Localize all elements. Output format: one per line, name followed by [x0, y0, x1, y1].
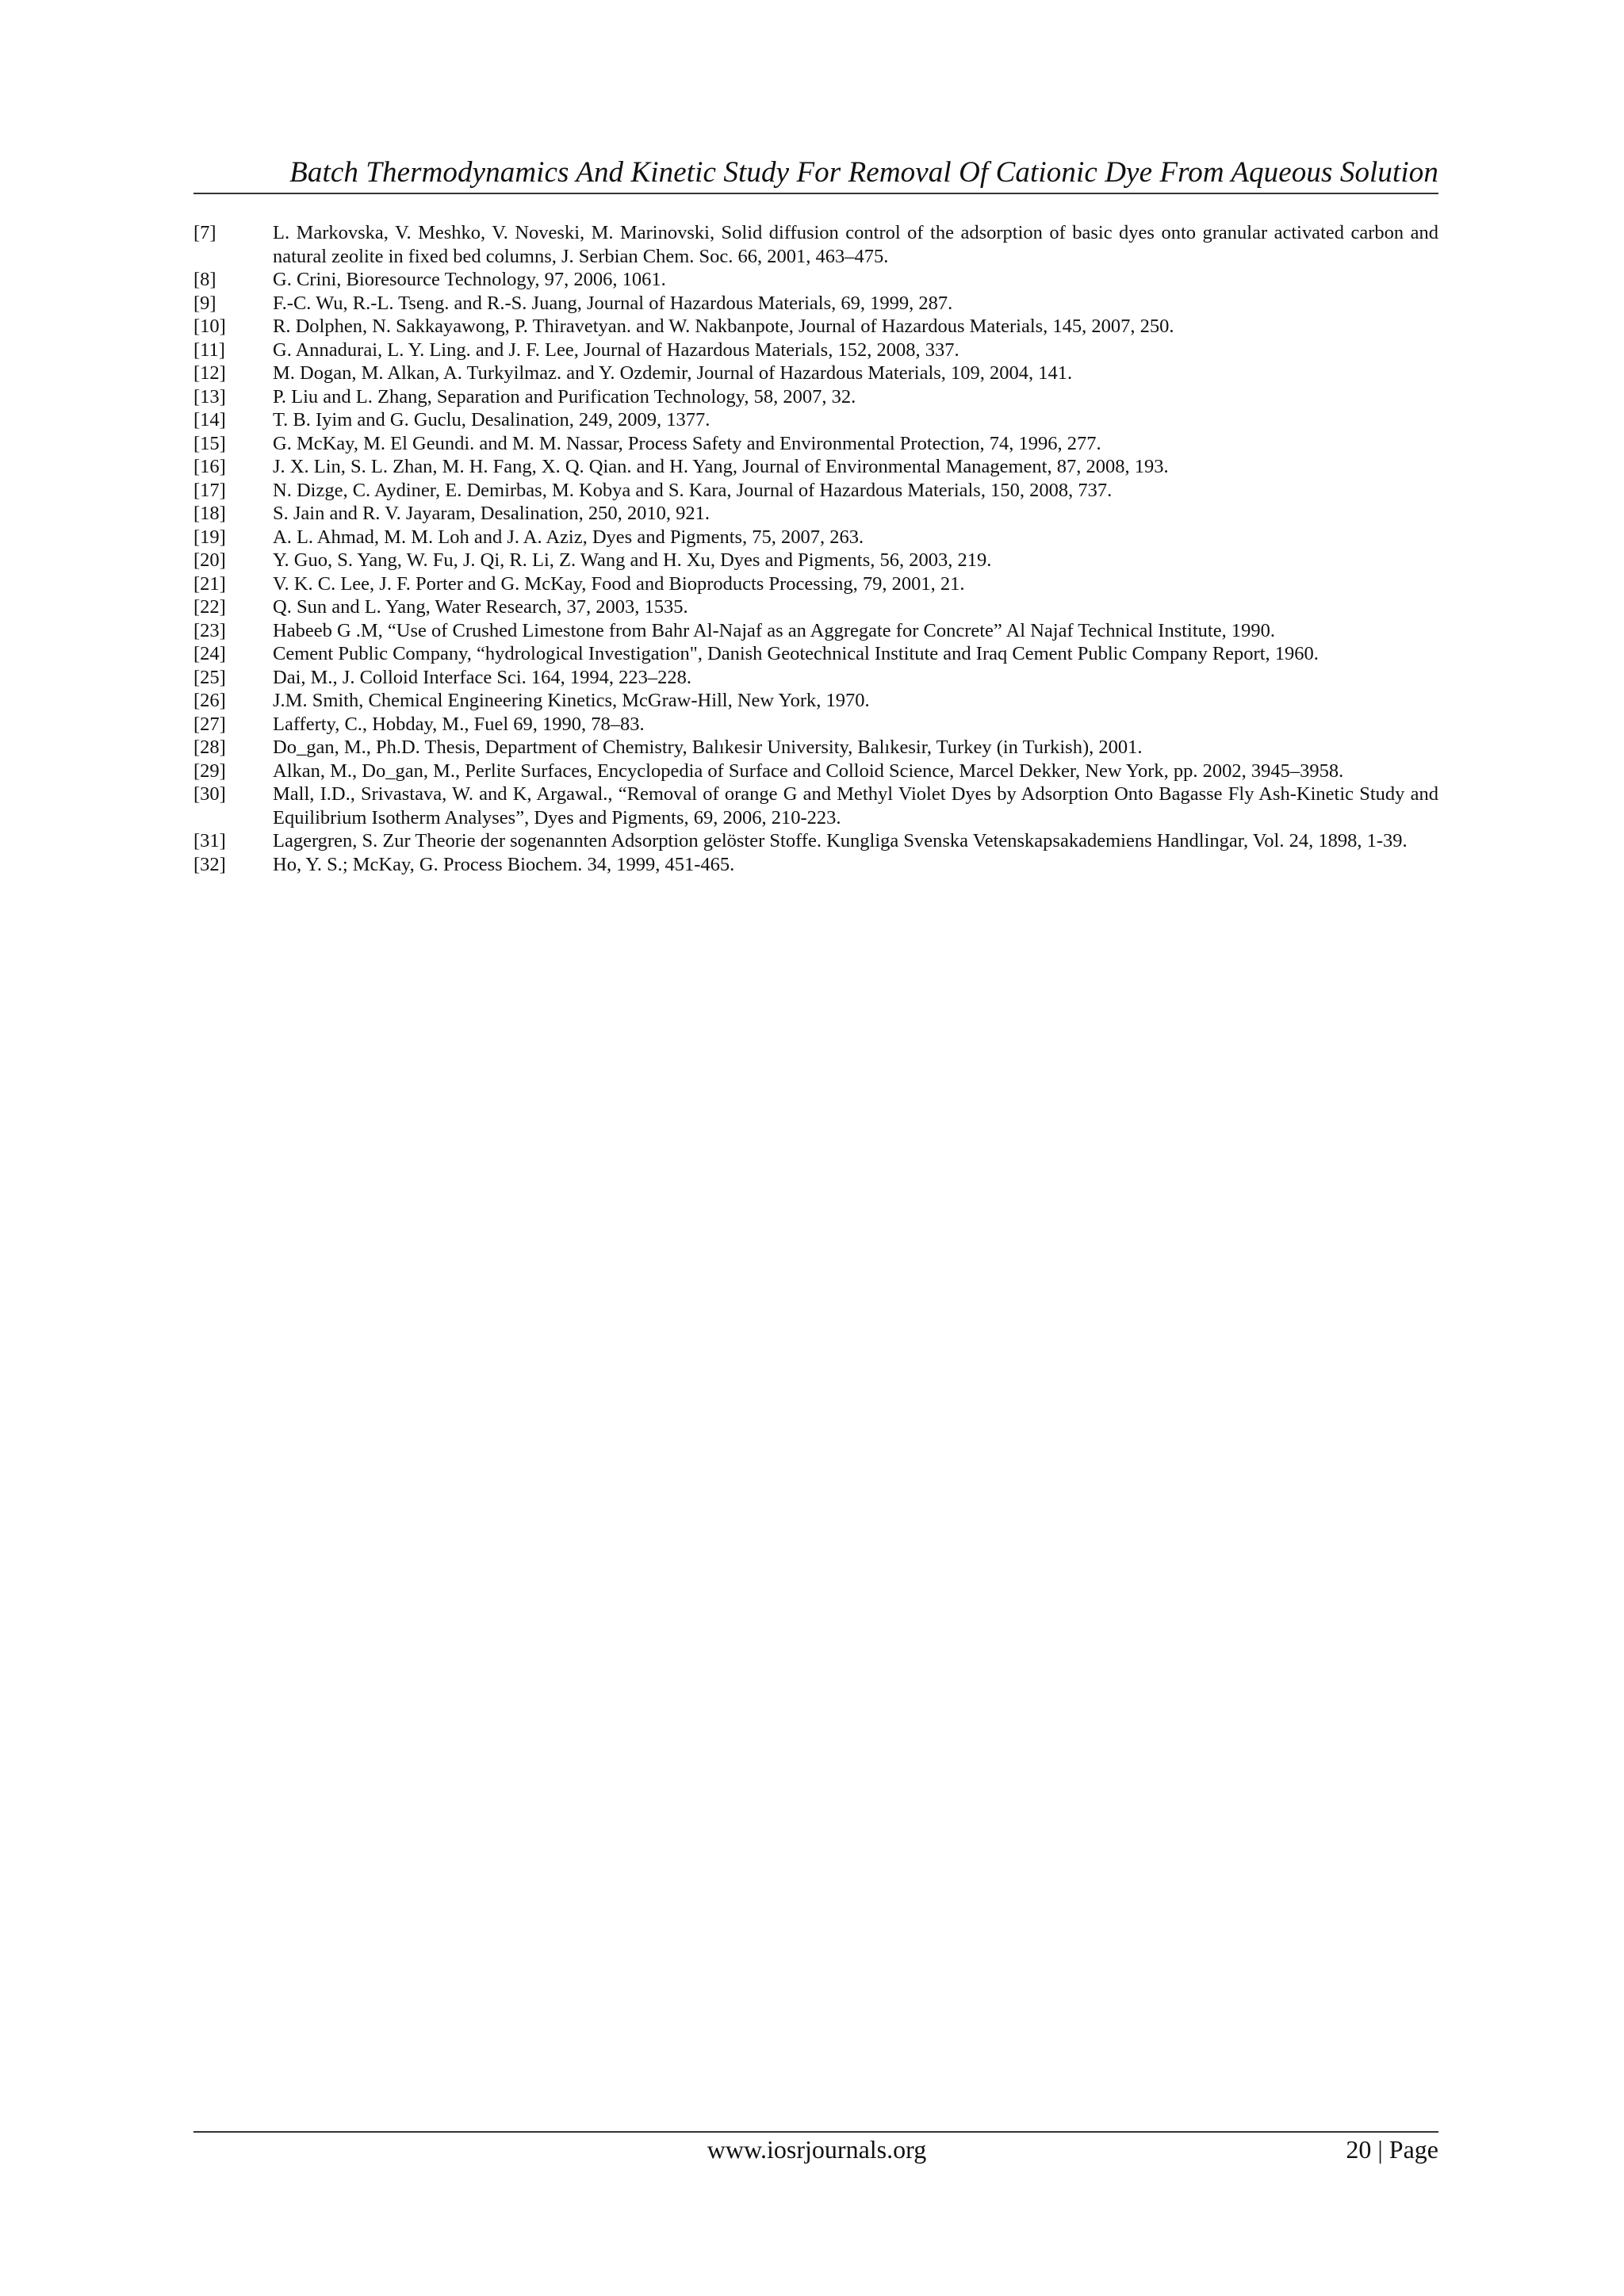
reference-item — [193, 268, 1438, 292]
reference-item — [193, 526, 1438, 549]
reference-text: V. K. C. Lee, J. F. Porter and G. McKay, Food and Bioproducts Processing, 79, 2001, 21. — [273, 572, 965, 595]
reference-text: G. McKay, M. El Geundi. and M. M. Nassar, Process Safety and Environmental Protection, 74, 1996, 277. — [273, 432, 1101, 454]
reference-item — [193, 853, 1438, 877]
reference-text: N. Dizge, C. Aydiner, E. Demirbas, M. Kobya and S. Kara, Journal of Hazardous Materials, 150, 2008, 737. — [273, 479, 1113, 501]
reference-number: [17] — [193, 479, 226, 501]
reference-item — [193, 666, 1438, 690]
reference-number: [9] — [193, 292, 216, 314]
reference-text: Q. Sun and L. Yang, Water Research, 37, 2003, 1535. — [273, 596, 688, 618]
reference-item — [193, 549, 1438, 572]
footer-page-number: 20 | Page — [1346, 2135, 1438, 2164]
reference-text: T. B. Iyim and G. Guclu, Desalination, 249, 2009, 1377. — [273, 409, 710, 430]
reference-text: Habeeb G .M, “Use of Crushed Limestone from Bahr Al-Najaf as an Aggregate for Concrete” Al Najaf Technical Institute, 1990. — [273, 619, 1275, 641]
reference-number: [7] — [193, 222, 216, 243]
reference-item — [193, 783, 1438, 829]
reference-item — [193, 502, 1438, 526]
reference-text: Lafferty, C., Hobday, M., Fuel 69, 1990, 78–83. — [273, 713, 645, 735]
reference-item — [193, 713, 1438, 737]
reference-text: Ho, Y. S.; McKay, G. Process Biochem. 34, 1999, 451-465. — [273, 853, 735, 875]
reference-number: [30] — [193, 783, 226, 805]
reference-item — [193, 455, 1438, 479]
reference-text: Dai, M., J. Colloid Interface Sci. 164, 1994, 223–228. — [273, 666, 692, 688]
reference-item — [193, 595, 1438, 619]
reference-number: [16] — [193, 456, 226, 477]
reference-item — [193, 736, 1438, 760]
reference-number: [22] — [193, 596, 226, 618]
footer-journal-url: www.iosrjournals.org — [707, 2135, 927, 2164]
reference-number: [13] — [193, 385, 226, 408]
reference-number: [24] — [193, 643, 226, 664]
reference-number: [20] — [193, 549, 226, 571]
reference-item — [193, 572, 1438, 596]
reference-item — [193, 479, 1438, 503]
reference-number: [25] — [193, 666, 226, 688]
reference-text: L. Markovska, V. Meshko, V. Noveski, M. Marinovski, Solid diffusion control of the adsorption of basic dyes onto granular activated carbon and natural zeolite in fixed bed columns, J. Serbian Chem. Soc. 66, 2001, 463–475. — [273, 222, 1438, 267]
reference-number: [19] — [193, 526, 226, 548]
reference-item — [193, 339, 1438, 362]
reference-item — [193, 221, 1438, 268]
reference-text: F.-C. Wu, R.-L. Tseng. and R.-S. Juang, Journal of Hazardous Materials, 69, 1999, 287. — [273, 292, 953, 314]
reference-item — [193, 619, 1438, 643]
reference-item — [193, 385, 1438, 409]
reference-text: A. L. Ahmad, M. M. Loh and J. A. Aziz, Dyes and Pigments, 75, 2007, 263. — [273, 526, 864, 548]
reference-text: G. Annadurai, L. Y. Ling. and J. F. Lee, Journal of Hazardous Materials, 152, 2008, 337. — [273, 339, 959, 361]
reference-item — [193, 432, 1438, 456]
reference-number: [18] — [193, 503, 226, 524]
reference-number: [28] — [193, 737, 226, 758]
reference-number: [10] — [193, 316, 226, 337]
reference-text: J. X. Lin, S. L. Zhan, M. H. Fang, X. Q. Qian. and H. Yang, Journal of Environmental Management, 87, 2008, 193. — [273, 456, 1169, 477]
reference-number: [12] — [193, 362, 226, 384]
reference-text: Do_gan, M., Ph.D. Thesis, Department of Chemistry, Balıkesir University, Balıkesir, Turkey (in Turkish), 2001. — [273, 737, 1143, 758]
reference-number: [29] — [193, 760, 226, 782]
reference-text: G. Crini, Bioresource Technology, 97, 2006, 1061. — [273, 269, 666, 290]
reference-number: [23] — [193, 619, 226, 641]
header-divider — [193, 193, 1438, 194]
reference-number: [21] — [193, 572, 226, 595]
reference-number: [14] — [193, 409, 226, 430]
reference-item — [193, 829, 1438, 853]
reference-item — [193, 362, 1438, 385]
reference-item — [193, 760, 1438, 783]
reference-item — [193, 315, 1438, 339]
reference-text: S. Jain and R. V. Jayaram, Desalination, 250, 2010, 921. — [273, 503, 710, 524]
reference-text: Mall, I.D., Srivastava, W. and K, Argawal., “Removal of orange G and Methyl Violet Dyes by Adsorption Onto Bagasse Fly Ash-Kinetic Study and Equilibrium Isotherm Analyses”, Dyes and Pigments, 69, 2006, 210-223. — [273, 783, 1438, 828]
reference-text: J.M. Smith, Chemical Engineering Kinetics, McGraw-Hill, New York, 1970. — [273, 690, 870, 711]
reference-text: R. Dolphen, N. Sakkayawong, P. Thiravetyan. and W. Nakbanpote, Journal of Hazardous Materials, 145, 2007, 250. — [273, 316, 1174, 337]
running-header-title: Batch Thermodynamics And Kinetic Study For Removal Of Cationic Dye From Aqueous Solution — [289, 156, 1438, 189]
reference-number: [31] — [193, 830, 226, 851]
reference-text: Lagergren, S. Zur Theorie der sogenannten Adsorption gelöster Stoffe. Kungliga Svenska Vetenskapsakademiens Handlingar, Vol. 24, 1898, 1-39. — [273, 830, 1408, 851]
reference-list — [193, 221, 1438, 876]
reference-text: M. Dogan, M. Alkan, A. Turkyilmaz. and Y. Ozdemir, Journal of Hazardous Materials, 109, 2004, 141. — [273, 362, 1073, 384]
reference-text: Cement Public Company, “hydrological Investigation", Danish Geotechnical Institute and Iraq Cement Public Company Report, 1960. — [273, 643, 1319, 664]
reference-item — [193, 689, 1438, 713]
reference-number: [27] — [193, 713, 226, 735]
reference-text: Alkan, M., Do_gan, M., Perlite Surfaces, Encyclopedia of Surface and Colloid Science, Marcel Dekker, New York, pp. 2002, 3945–3958. — [273, 760, 1344, 782]
reference-number: [8] — [193, 269, 216, 290]
reference-number: [15] — [193, 432, 226, 454]
reference-item — [193, 408, 1438, 432]
reference-number: [11] — [193, 339, 225, 361]
reference-item — [193, 292, 1438, 316]
reference-number: [32] — [193, 853, 226, 875]
reference-text: Y. Guo, S. Yang, W. Fu, J. Qi, R. Li, Z. Wang and H. Xu, Dyes and Pigments, 56, 2003, 219. — [273, 549, 992, 571]
reference-item — [193, 642, 1438, 666]
reference-text: P. Liu and L. Zhang, Separation and Purification Technology, 58, 2007, 32. — [273, 385, 856, 408]
reference-number: [26] — [193, 690, 226, 711]
